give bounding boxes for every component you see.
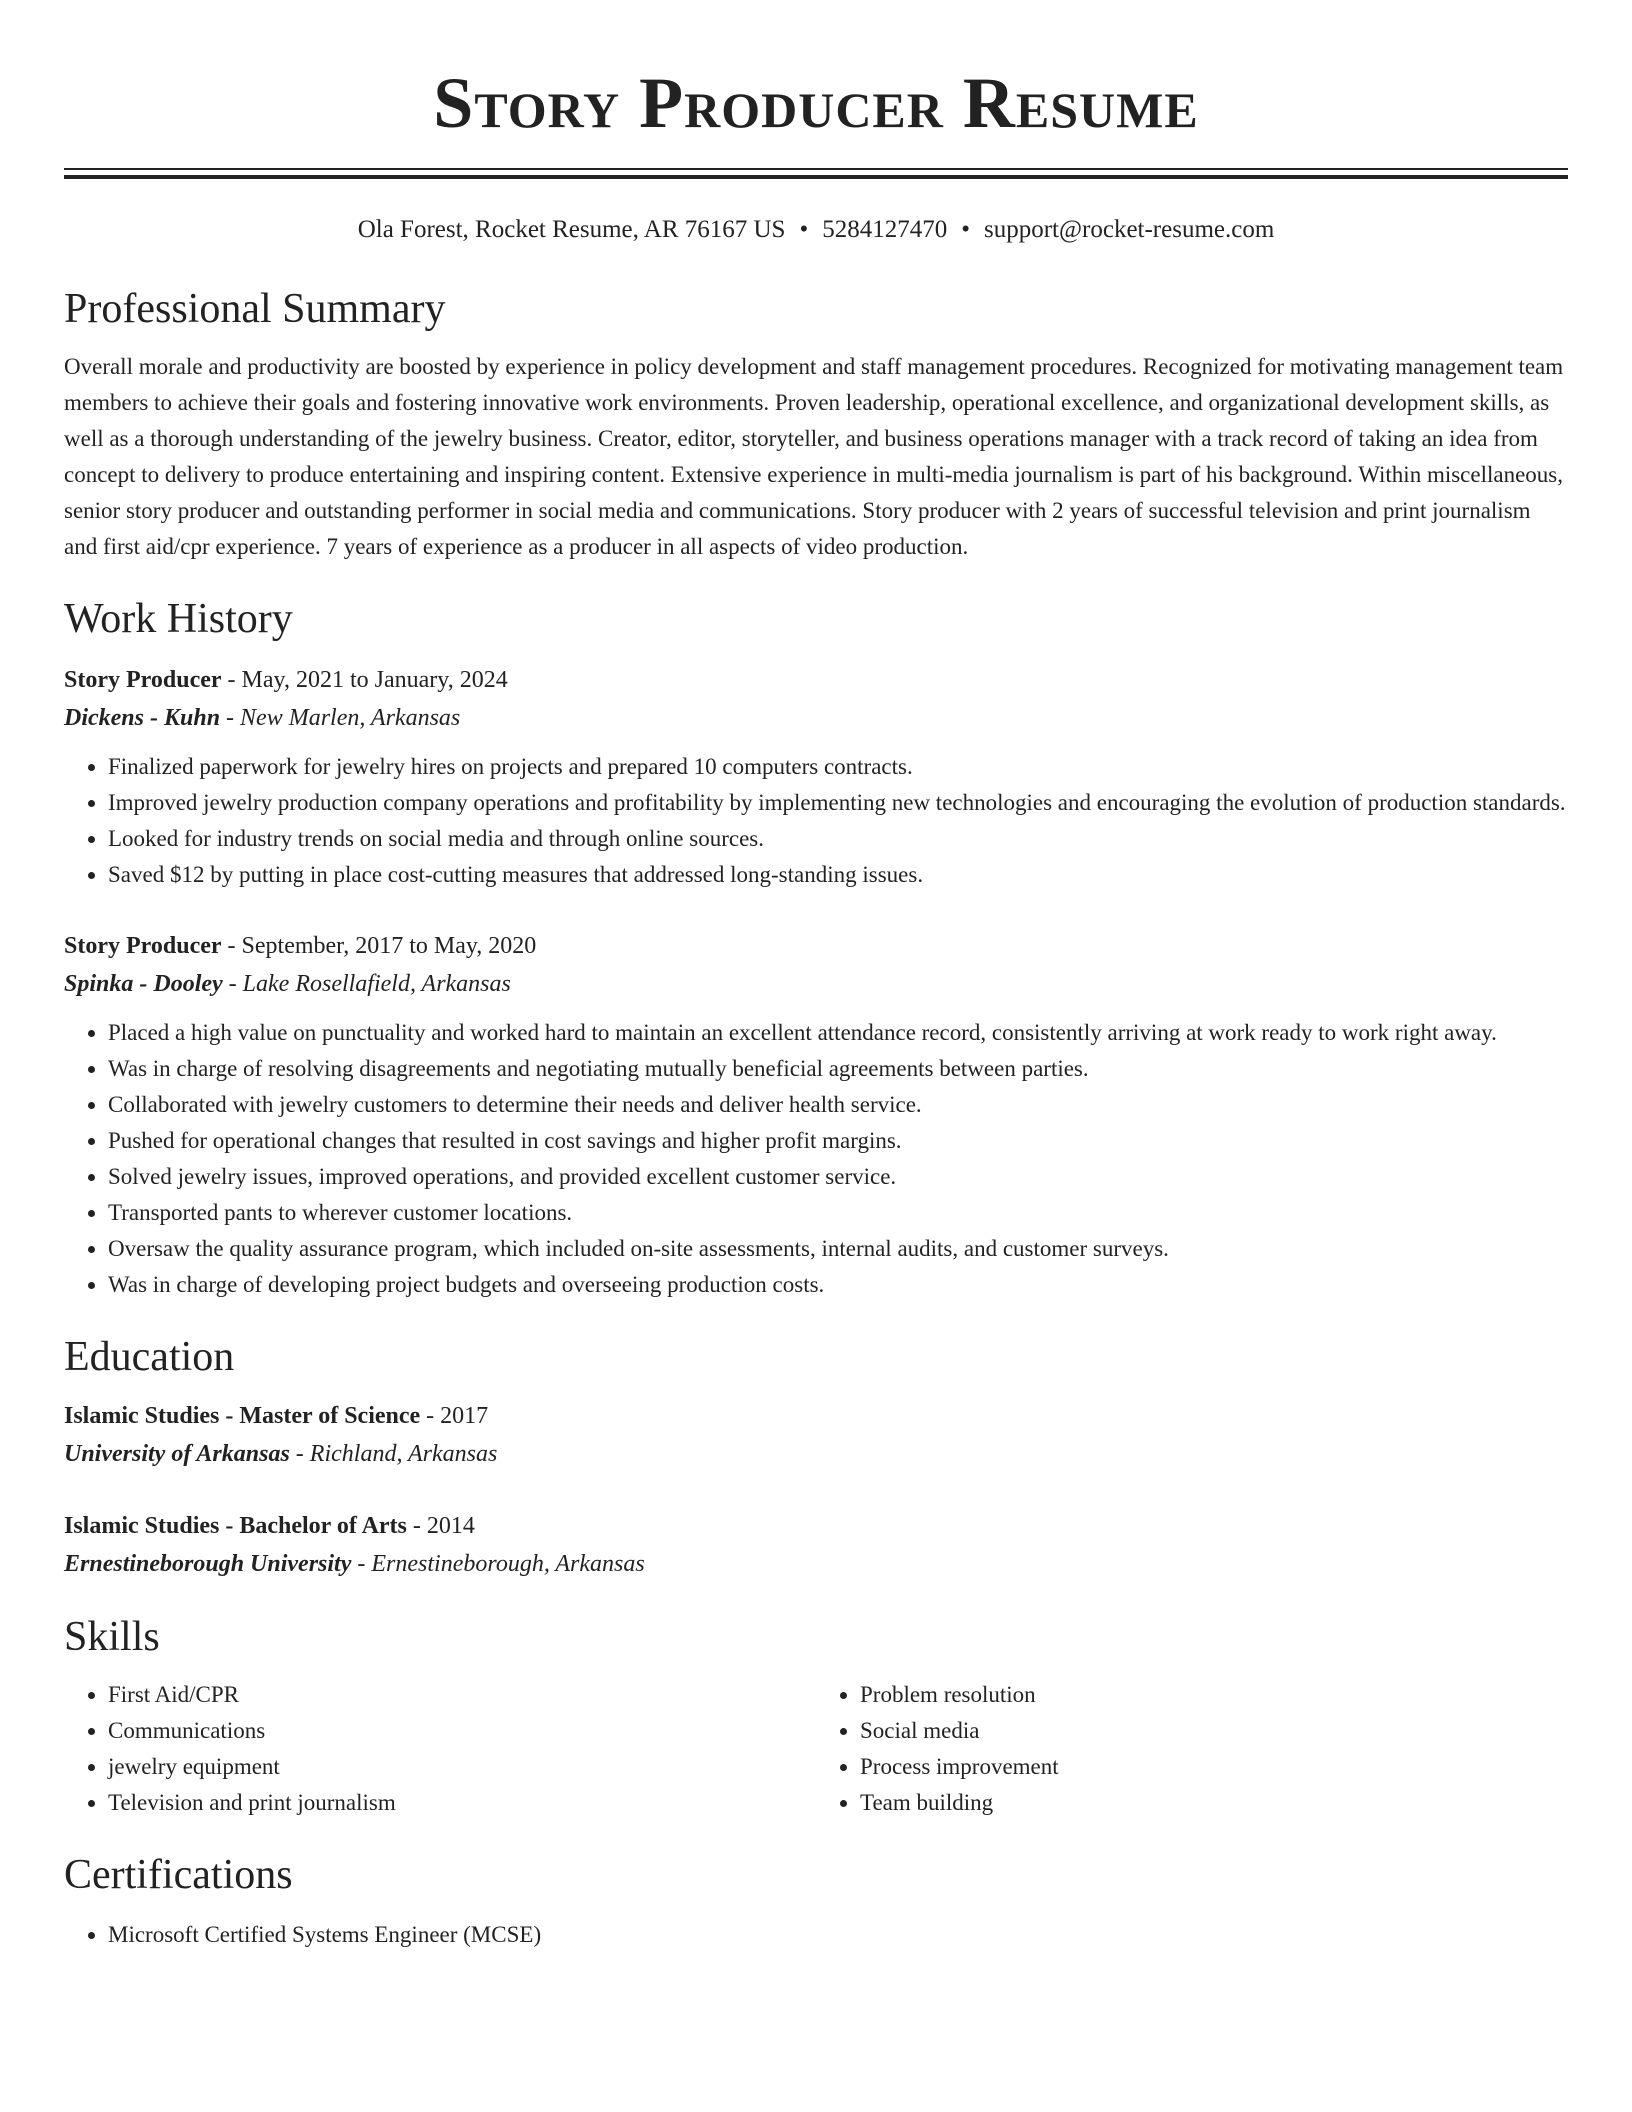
skill-item: • Social media: [860, 1713, 1568, 1749]
employer-name: Dickens - Kuhn: [64, 705, 221, 731]
job-title-line: [64, 661, 1568, 699]
work-history-heading: Work History: [64, 596, 293, 642]
resume-page: [64, 0, 1568, 1953]
skills-heading: Skills: [64, 1614, 160, 1660]
degree-name: Islamic Studies - Bachelor of Arts: [64, 1513, 407, 1539]
job-bullet: • Was in charge of resolving disagreements and negotiating mutually beneficial agreements between parties.: [108, 1051, 1568, 1087]
title-divider-thin: [64, 168, 1568, 170]
skill-item: • First Aid/CPR: [108, 1677, 816, 1713]
job-bullet: • Transported pants to wherever customer locations.: [108, 1195, 1568, 1231]
school-line: [64, 1545, 1568, 1583]
degree-name: Islamic Studies - Master of Science: [64, 1403, 421, 1429]
job-bullet: • Was in charge of developing project budgets and overseeing production costs.: [108, 1267, 1568, 1303]
summary-section: [64, 281, 1568, 565]
resume-title: Story Producer Resume: [433, 63, 1199, 143]
skill-item: • Team building: [860, 1785, 1568, 1821]
job-title: Story Producer: [64, 933, 222, 959]
skill-item: • Process improvement: [860, 1749, 1568, 1785]
contact-address: Ola Forest, Rocket Resume, AR 76167 US: [357, 216, 786, 243]
employer-line: [64, 965, 1568, 1003]
job-dates: - September, 2017 to May, 2020: [221, 933, 537, 959]
summary-text: Overall morale and productivity are boosted by experience in policy development and staff management procedures. Recognized for motivating management team members to achieve their goals and fostering innovative work environments. Proven leadership, operational excellence, and organizational development skills, as well as a thorough understanding of the jewelry business. Creator, editor, storyteller, and business operations manager with a track record of taking an idea from concept to delivery to produce entertaining and inspiring content. Extensive experience in multi-media journalism is part of his background. Within miscellaneous, senior story producer and outstanding performer in social media and communications. Story producer with 2 years of successful television and print journalism and first aid/cpr experience. 7 years of experience as a producer in all aspects of video production.: [64, 354, 1564, 559]
skills-section: [64, 1609, 1568, 1821]
certifications-heading: Certifications: [64, 1852, 293, 1898]
degree-year: - 2014: [406, 1513, 475, 1539]
employer-name: Spinka - Dooley: [64, 971, 223, 997]
job-bullet: • Saved $12 by putting in place cost-cutting measures that addressed long-standing issues.: [108, 857, 1568, 893]
job-bullet: • Collaborated with jewelry customers to determine their needs and deliver health service.: [108, 1087, 1568, 1123]
degree-year: - 2017: [420, 1403, 489, 1429]
job-dates: - May, 2021 to January, 2024: [221, 667, 508, 693]
skills-column-right: [816, 1677, 1568, 1821]
education-entry: [64, 1397, 1568, 1473]
employer-location: - New Marlen, Arkansas: [220, 705, 461, 731]
job-bullet: • Oversaw the quality assurance program, which included on-site assessments, internal audits, and customer surveys.: [108, 1231, 1568, 1267]
contact-separator: •: [799, 216, 809, 243]
skill-item: • Communications: [108, 1713, 816, 1749]
skills-grid: [64, 1677, 1568, 1821]
skill-item: • Television and print journalism: [108, 1785, 816, 1821]
degree-line: [64, 1397, 1568, 1435]
contact-separator: •: [961, 216, 970, 243]
job-bullet: • Pushed for operational changes that resulted in cost savings and higher profit margins.: [108, 1123, 1568, 1159]
employer-location: - Lake Rosellafield, Arkansas: [222, 971, 511, 997]
certification-item: • Microsoft Certified Systems Engineer (MCSE): [108, 1917, 1568, 1953]
education-section: [64, 1329, 1568, 1583]
job-title-line: [64, 927, 1568, 965]
skills-column-left: [64, 1677, 816, 1821]
work-history-section: [64, 591, 1568, 1303]
school-name: Ernestineborough University: [64, 1551, 352, 1577]
certifications-section: [64, 1847, 1568, 1953]
skill-item: • Problem resolution: [860, 1677, 1568, 1713]
job-entry: [64, 661, 1568, 893]
job-bullet: • Looked for industry trends on social media and through online sources.: [108, 821, 1568, 857]
title-divider-thick: [64, 175, 1568, 179]
school-line: [64, 1435, 1568, 1473]
contact-phone: 5284127470: [822, 216, 948, 243]
education-entry: [64, 1507, 1568, 1583]
school-location: - Ernestineborough, Arkansas: [351, 1551, 645, 1577]
contact-line: [64, 213, 1568, 247]
employer-line: [64, 699, 1568, 737]
job-bullet: • Improved jewelry production company operations and profitability by implementing new technologies and encouraging the evolution of production standards.: [108, 785, 1568, 821]
job-bullets: [64, 749, 1568, 893]
job-bullets: [64, 1015, 1568, 1303]
job-bullet: • Solved jewelry issues, improved operations, and provided excellent customer service.: [108, 1159, 1568, 1195]
skill-item: • jewelry equipment: [108, 1749, 816, 1785]
job-bullet: • Finalized paperwork for jewelry hires on projects and prepared 10 computers contracts.: [108, 749, 1568, 785]
job-entry: [64, 927, 1568, 1303]
school-name: University of Arkansas: [64, 1441, 290, 1467]
school-location: - Richland, Arkansas: [289, 1441, 498, 1467]
contact-email: support@rocket-resume.com: [984, 216, 1275, 243]
degree-line: [64, 1507, 1568, 1545]
job-title: Story Producer: [64, 667, 222, 693]
education-heading: Education: [64, 1334, 235, 1380]
job-bullet: • Placed a high value on punctuality and worked hard to maintain an excellent attendance record, consistently arriving at work ready to work right away.: [108, 1015, 1568, 1051]
summary-heading: Professional Summary: [64, 286, 446, 332]
certifications-list: [64, 1917, 1568, 1953]
